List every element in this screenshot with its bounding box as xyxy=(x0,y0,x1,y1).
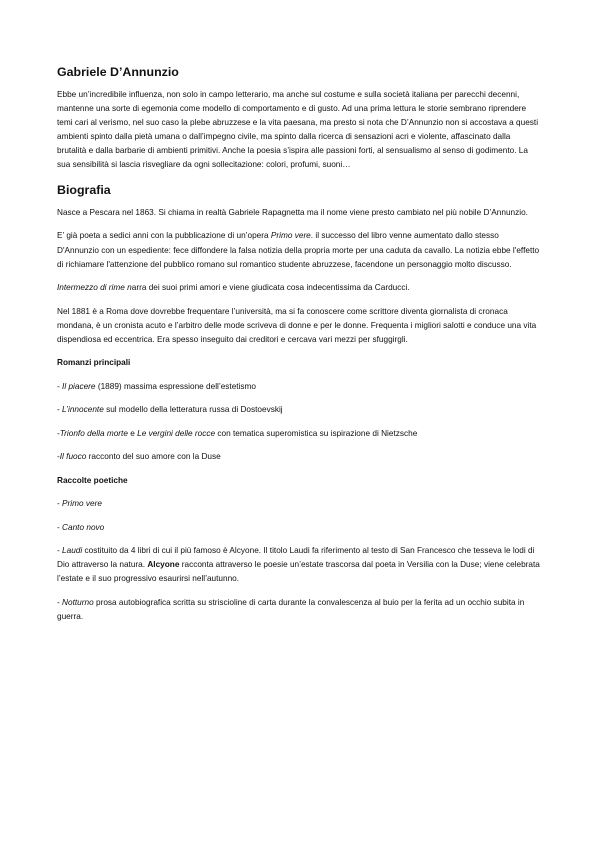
novel-title: L’innocente xyxy=(62,405,104,415)
list-dash: - xyxy=(57,546,63,556)
bio-p3-text: arra dei suoi primi amori e viene giudicata cosa indecentissima da Carducci. xyxy=(131,283,410,293)
novel-description: con tematica superomistica su ispirazione di Nietzsche xyxy=(215,428,418,438)
poetry-item-3 xyxy=(57,544,541,586)
novel-item-2 xyxy=(57,403,541,417)
intro-paragraph: Ebbe un’incredibile influenza, non solo in campo letterario, ma anche sul costume e sulla società italiana per parecchi decenni, mantenne una sorte di egemonia come modello di comportamento e di gusto. Ad una prima lettura le storie sembrano riprendere temi cari al verismo, nel suo caso la plebe abruzzese e la vita paesana, ma presto si nota che D’Annunzio non si accostava a questi ambienti spinto dalla pietà umana o dall’impegno civile, ma spinto dalla ricerca di sensazioni acri e violente, affascinato dalla brutalità e dalla barbarie di ambienti primitivi. Anche la poesia s’ispira alle passioni forti, al sensualismo al senso di godimento. La sua sensibilità si lascia risvegliare da ogni sollecitazione: colori, profumi, suoni… xyxy=(57,90,539,170)
bio-paragraph-3 xyxy=(57,281,541,295)
poetry-item-4 xyxy=(57,596,541,624)
novels-heading: Romanzi principali xyxy=(57,358,131,368)
poetry-item-1 xyxy=(57,497,541,511)
list-dash: - xyxy=(57,452,60,462)
novel-item-1 xyxy=(57,380,541,394)
bio-paragraph-1: Nasce a Pescara nel 1863. Si chiama in realtà Gabriele Rapagnetta ma il nome viene presto cambiato nel più nobile D’Annunzio. xyxy=(57,207,528,217)
biography-heading: Biografia xyxy=(57,182,111,197)
novel-item-3 xyxy=(57,427,541,441)
novel-description: (1889) massima espressione dell’estetismo xyxy=(95,381,257,391)
novel-title: Le vergini delle rocce xyxy=(137,428,216,438)
list-dash: - xyxy=(57,522,63,532)
page-title: Gabriele D’Annunzio xyxy=(57,65,179,79)
list-dash: - xyxy=(57,381,63,391)
bio-p2-work-title: Primo vere xyxy=(270,231,311,241)
novel-description: sul modello della letteratura russa di Dostoevskij xyxy=(103,405,283,415)
novel-title: Trionfo della morte xyxy=(59,428,128,438)
poetry-title: Laudi xyxy=(62,546,83,556)
bio-p3-work-title: Intermezzo di rime n xyxy=(57,283,132,293)
poetry-description: racconta attraverso le poesie un’estate trascorsa dal poeta in Versilia con la Duse; viene celebrata l’estate e il suo progressivo esaurirsi nell’autunno. xyxy=(57,560,540,584)
list-dash: - xyxy=(57,405,63,415)
novel-description: racconto del suo amore con la Duse xyxy=(86,452,221,462)
poetry-title: Canto novo xyxy=(62,522,105,532)
novel-conjunction: e xyxy=(127,428,138,438)
list-dash: - xyxy=(57,428,60,438)
poetry-description: prosa autobiografica scritta su striscioline di carta durante la convalescenza al buio per la ferita ad un occhio subita in guerra. xyxy=(57,597,525,621)
poetry-heading: Raccolte poetiche xyxy=(57,475,128,485)
heading-spacer xyxy=(57,198,541,206)
bio-p2-text-b: . il successo del libro venne aumentato dallo stesso D'Annunzio con un espediente: fece diffondere la falsa notizia della propria morte per una caduta da cavallo. La notizia ebbe l'effetto di richiamare l'attenzione del pubblico romano sul romantico studente abruzzese, facendone un personaggio molto discusso. xyxy=(57,231,540,269)
bio-p2-text-a: E’ già poeta a sedici anni con la pubblicazione di un’opera xyxy=(57,231,271,241)
list-dash: - xyxy=(57,597,63,607)
novel-title: Il piacere xyxy=(62,381,96,391)
poetry-description: costituito da 4 libri di cui il più famoso è Alcyone. Il titolo Laudi fa riferimento al testo di San Francesco che tesseva le lodi di Dio attraverso la natura. xyxy=(57,546,535,570)
bio-paragraph-2 xyxy=(57,229,541,271)
list-dash: - xyxy=(57,499,63,509)
poetry-title: Notturno xyxy=(62,597,94,607)
document-content xyxy=(57,64,541,633)
poetry-item-2 xyxy=(57,521,541,535)
novel-item-4 xyxy=(57,450,541,464)
poetry-bold-title: Alcyone xyxy=(147,560,180,570)
bio-paragraph-4: Nel 1881 è a Roma dove dovrebbe frequentare l’università, ma si fa conoscere come scrittore diventa giornalista di cronaca mondana, è un cronista acuto e l’arbitro delle mode scriveva di donne e per le donne. Frequenta i migliori salotti e conduce una vita dispendiosa ed eccentrica. Era spesso inseguito dai creditori e cercava vari mezzi per sfuggirgli. xyxy=(57,306,537,344)
novel-title: Il fuoco xyxy=(59,452,87,462)
poetry-title: Primo vere xyxy=(62,499,102,509)
